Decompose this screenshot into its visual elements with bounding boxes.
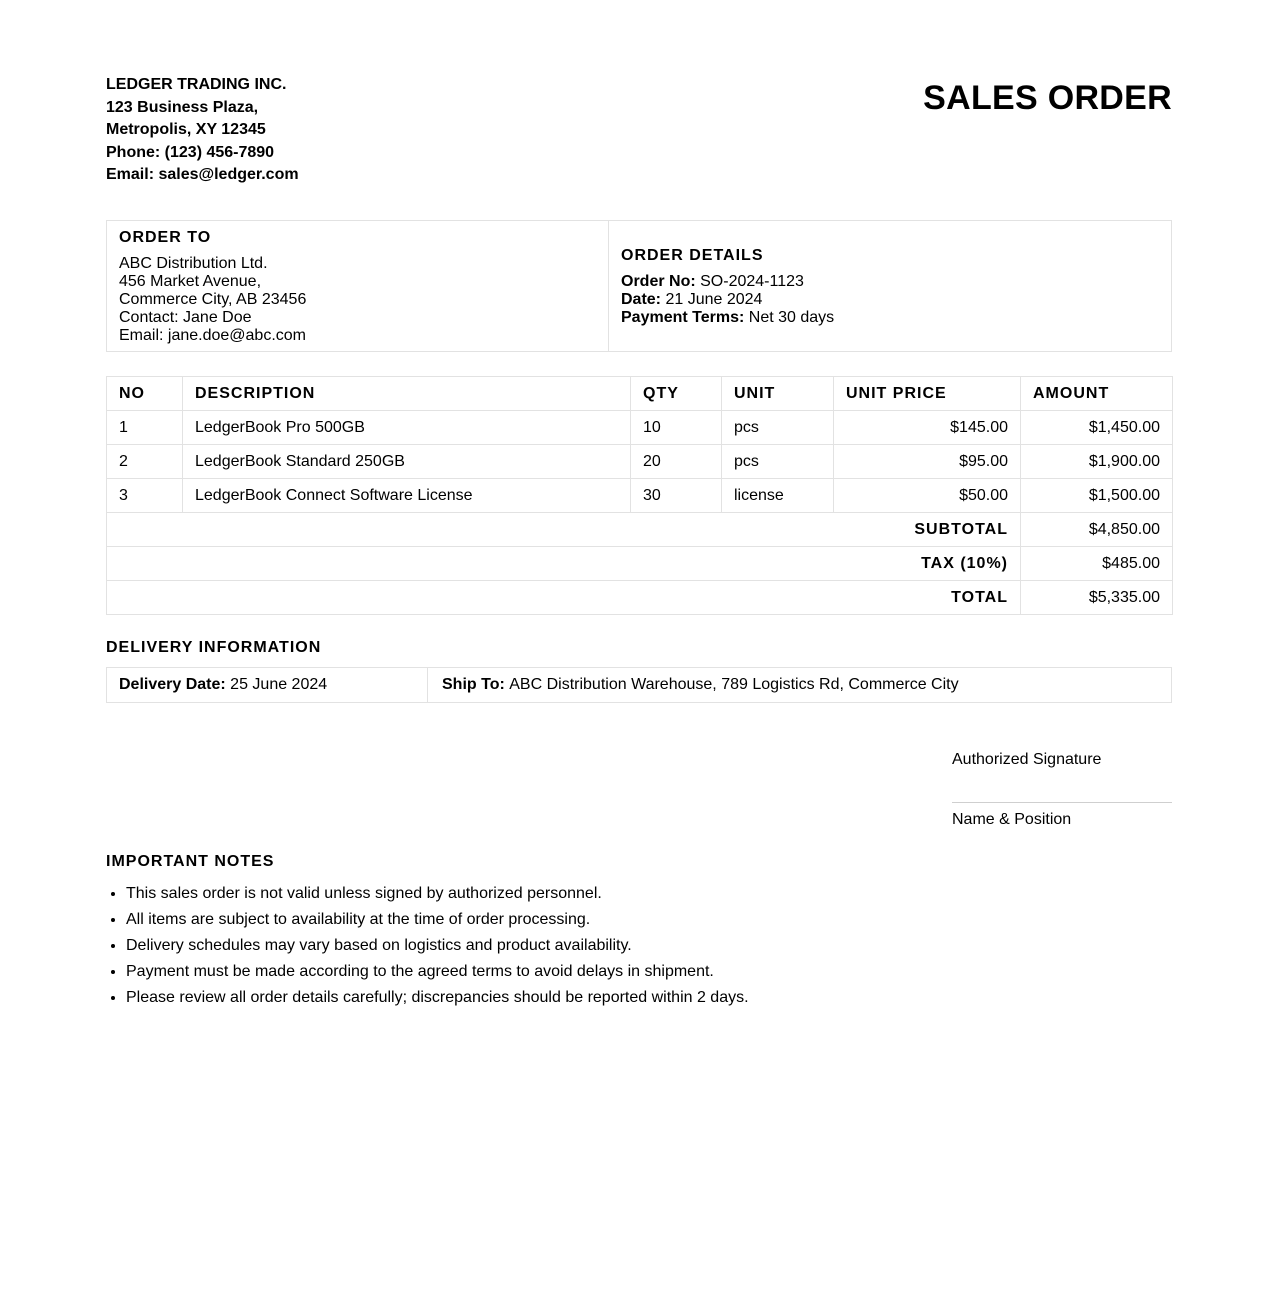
order-to-address-line2: Commerce City, AB 23456 [119, 291, 307, 308]
name-position-label: Name & Position [952, 811, 1072, 828]
total-value: $5,335.00 [1021, 581, 1173, 615]
item-amount: $1,500.00 [1021, 479, 1173, 513]
order-to-section [107, 221, 609, 351]
item-unit-price: $50.00 [834, 479, 1021, 513]
item-description: LedgerBook Standard 250GB [183, 445, 631, 479]
item-description: LedgerBook Pro 500GB [183, 411, 631, 445]
company-email: Email: sales@ledger.com [106, 166, 299, 183]
order-date-value: 21 June 2024 [665, 291, 763, 308]
signature-block [952, 750, 1172, 830]
item-no: 3 [107, 479, 183, 513]
order-to-email: Email: jane.doe@abc.com [119, 327, 306, 344]
item-unit: pcs [722, 445, 834, 479]
ship-to-value: ABC Distribution Warehouse, 789 Logistics Rd, Commerce City [509, 676, 959, 693]
table-row [107, 445, 1173, 479]
document-title: SALES ORDER [923, 79, 1172, 117]
tax-value: $485.00 [1021, 547, 1173, 581]
delivery-date-value: 25 June 2024 [230, 676, 328, 693]
delivery-info-box [106, 667, 1172, 703]
item-unit-price: $145.00 [834, 411, 1021, 445]
order-details-section [609, 221, 1171, 351]
table-row [107, 479, 1173, 513]
list-item: • Payment must be made according to the agreed terms to avoid delays in shipment. [126, 959, 1172, 985]
signature-line [952, 802, 1172, 803]
delivery-date-cell [107, 668, 428, 702]
list-item: • All items are subject to availability at the time of order processing. [126, 907, 1172, 933]
column-header-unit: UNIT [722, 377, 834, 411]
item-qty: 30 [631, 479, 722, 513]
item-unit: license [722, 479, 834, 513]
table-header-row [107, 377, 1173, 411]
order-to-heading: ORDER TO [119, 229, 212, 246]
item-description: LedgerBook Connect Software License [183, 479, 631, 513]
list-item: • Please review all order details carefully; discrepancies should be reported within 2 days. [126, 985, 1172, 1011]
item-unit-price: $95.00 [834, 445, 1021, 479]
order-to-address-line1: 456 Market Avenue, [119, 273, 262, 290]
document-body [106, 74, 1172, 1011]
order-number-value: SO-2024-1123 [700, 273, 804, 290]
list-item: • Delivery schedules may vary based on logistics and product availability. [126, 933, 1172, 959]
list-item: • This sales order is not valid unless signed by authorized personnel. [126, 881, 1172, 907]
column-header-amount: AMOUNT [1021, 377, 1173, 411]
item-qty: 10 [631, 411, 722, 445]
column-header-no: NO [107, 377, 183, 411]
item-qty: 20 [631, 445, 722, 479]
item-no: 2 [107, 445, 183, 479]
subtotal-row [107, 513, 1173, 547]
tax-label: TAX (10%) [107, 547, 1021, 581]
item-unit: pcs [722, 411, 834, 445]
signature-area [106, 703, 1172, 853]
order-info-box [106, 220, 1172, 352]
ship-to-cell [428, 668, 1171, 702]
delivery-heading: DELIVERY INFORMATION [106, 639, 322, 656]
items-table [106, 376, 1173, 615]
payment-terms-line [621, 309, 1159, 327]
order-number-line [621, 273, 1159, 291]
order-details-heading: ORDER DETAILS [621, 247, 764, 264]
company-address-line2: Metropolis, XY 12345 [106, 121, 266, 138]
order-to-company: ABC Distribution Ltd. [119, 255, 268, 272]
subtotal-value: $4,850.00 [1021, 513, 1173, 547]
item-amount: $1,450.00 [1021, 411, 1173, 445]
ship-to-label: Ship To: [442, 676, 505, 693]
delivery-date-label: Delivery Date: [119, 676, 226, 693]
column-header-qty: QTY [631, 377, 722, 411]
order-to-contact: Contact: Jane Doe [119, 309, 252, 326]
tax-row [107, 547, 1173, 581]
total-label: TOTAL [107, 581, 1021, 615]
order-date-label: Date: [621, 291, 662, 308]
item-no: 1 [107, 411, 183, 445]
total-row [107, 581, 1173, 615]
notes-heading: IMPORTANT NOTES [106, 853, 275, 870]
company-phone: Phone: (123) 456-7890 [106, 143, 275, 161]
notes-list [106, 881, 1172, 1011]
authorized-signature-label: Authorized Signature [952, 751, 1102, 768]
document-header [106, 74, 1172, 220]
company-name: LEDGER TRADING INC. [106, 76, 287, 93]
column-header-description: DESCRIPTION [183, 377, 631, 411]
item-amount: $1,900.00 [1021, 445, 1173, 479]
company-address-line1: 123 Business Plaza, [106, 98, 259, 116]
payment-terms-label: Payment Terms: [621, 309, 745, 326]
subtotal-label: SUBTOTAL [107, 513, 1021, 547]
order-date-line [621, 291, 1159, 309]
order-number-label: Order No: [621, 273, 696, 290]
table-row [107, 411, 1173, 445]
column-header-unit-price: UNIT PRICE [834, 377, 1021, 411]
payment-terms-value: Net 30 days [748, 309, 835, 326]
